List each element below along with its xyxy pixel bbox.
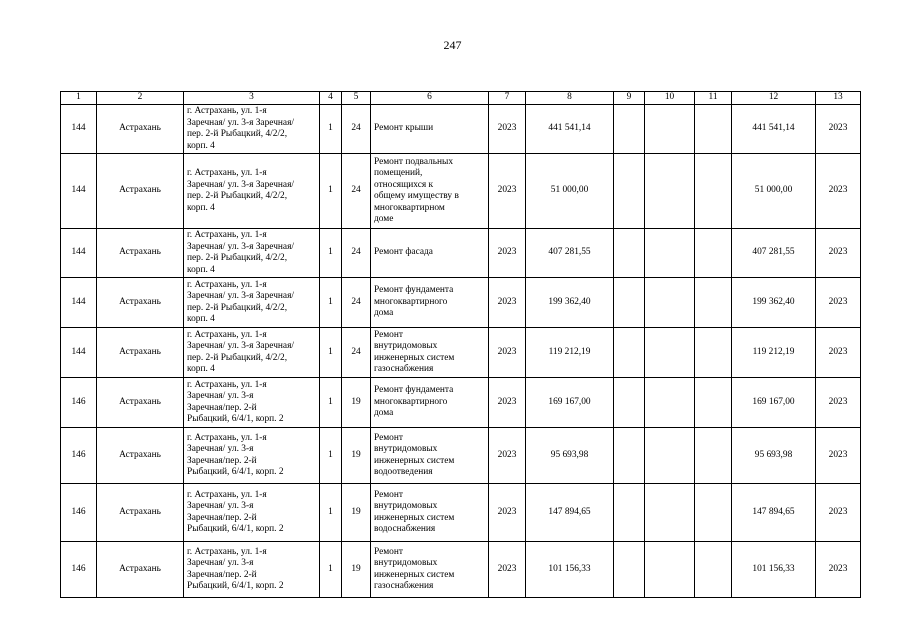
cell-total-cost: 169 167,00 xyxy=(526,378,614,428)
column-header: 11 xyxy=(695,92,732,105)
cell-work-type xyxy=(371,328,489,378)
cell-col12-cost: 169 167,00 xyxy=(732,378,816,428)
cell-work-type-line: инженерных систем xyxy=(374,569,455,580)
cell-address-line: пер. 2-й Рыбацкий, 4/2/2, xyxy=(187,253,288,263)
cell-col11 xyxy=(695,484,732,542)
cell-col10 xyxy=(645,278,695,328)
cell-address-line: г. Астрахань, ул. 1-я xyxy=(187,168,267,178)
cell-work-type-line: Ремонт фундамента xyxy=(374,385,454,396)
cell-total-cost: 95 693,98 xyxy=(526,428,614,484)
cell-work-type-line: помещений, xyxy=(374,168,423,178)
cell-address xyxy=(184,484,320,542)
cell-address-line: Заречная/ ул. 3-я xyxy=(187,558,254,568)
cell-year: 2023 xyxy=(489,278,526,328)
cell-address-line: Заречная/ ул. 3-я xyxy=(187,391,254,401)
cell-number: 144 xyxy=(61,229,97,278)
page-number: 247 xyxy=(443,38,462,52)
cell-number: 144 xyxy=(61,278,97,328)
cell-address-line: пер. 2-й Рыбацкий, 4/2/2, xyxy=(187,302,288,313)
cell-city: Астрахань xyxy=(97,542,184,598)
cell-col10 xyxy=(645,428,695,484)
cell-work-type-line: внутридомовых xyxy=(374,341,438,351)
cell-address-line: г. Астрахань, ул. 1-я xyxy=(187,329,267,340)
cell-number: 144 xyxy=(61,328,97,378)
cell-work-type-line: дома xyxy=(374,408,394,419)
cell-address-line: корп. 4 xyxy=(187,202,215,213)
cell-col13-year: 2023 xyxy=(816,542,861,598)
cell-col10 xyxy=(645,229,695,278)
header-row xyxy=(61,92,861,105)
cell-city: Астрахань xyxy=(97,229,184,278)
cell-col5: 19 xyxy=(342,484,371,542)
cell-col5: 19 xyxy=(342,428,371,484)
cell-col11 xyxy=(695,428,732,484)
cell-city: Астрахань xyxy=(97,378,184,428)
cell-total-cost: 119 212,19 xyxy=(526,328,614,378)
cell-work-type-line: газоснабжения xyxy=(374,364,434,374)
table-row xyxy=(61,278,861,328)
cell-col11 xyxy=(695,378,732,428)
cell-col5: 19 xyxy=(342,378,371,428)
cell-year: 2023 xyxy=(489,542,526,598)
cell-address-line: г. Астрахань, ул. 1-я xyxy=(187,379,267,390)
cell-address-line: корп. 4 xyxy=(187,364,215,374)
cell-total-cost: 441 541,14 xyxy=(526,105,614,154)
cell-col4: 1 xyxy=(320,229,342,278)
cell-col5: 24 xyxy=(342,154,371,229)
cell-col9 xyxy=(614,154,645,229)
cell-address-line: Заречная/пер. 2-й xyxy=(187,512,257,523)
cell-work-type-line: общему имуществу в xyxy=(374,191,459,201)
cell-work-type-line: инженерных систем xyxy=(374,512,455,523)
cell-col5: 24 xyxy=(342,328,371,378)
cell-address-line: Заречная/ ул. 3-я xyxy=(187,444,254,454)
cell-city: Астрахань xyxy=(97,154,184,229)
cell-work-type xyxy=(371,542,489,598)
cell-col10 xyxy=(645,484,695,542)
cell-year: 2023 xyxy=(489,105,526,154)
cell-col11 xyxy=(695,154,732,229)
cell-year: 2023 xyxy=(489,428,526,484)
cell-col12-cost: 95 693,98 xyxy=(732,428,816,484)
cell-address-line: пер. 2-й Рыбацкий, 4/2/2, xyxy=(187,129,288,139)
cell-col12-cost: 101 156,33 xyxy=(732,542,816,598)
cell-address-line: Заречная/пер. 2-й xyxy=(187,455,257,466)
cell-col9 xyxy=(614,542,645,598)
cell-year: 2023 xyxy=(489,484,526,542)
cell-total-cost: 51 000,00 xyxy=(526,154,614,229)
column-header: 6 xyxy=(371,92,489,105)
cell-work-type-line: доме xyxy=(374,214,394,224)
cell-work-type-line: относящихся к xyxy=(374,179,434,190)
cell-work-type-line: водоснабжения xyxy=(374,524,436,534)
cell-address-line: корп. 4 xyxy=(187,140,215,151)
cell-address-line: корп. 4 xyxy=(187,314,215,324)
cell-work-type-line: многоквартирного xyxy=(374,296,448,307)
cell-work-type xyxy=(371,154,489,229)
cell-address-line: Заречная/пер. 2-й xyxy=(187,569,257,580)
cell-col13-year: 2023 xyxy=(816,328,861,378)
cell-address-line: Рыбацкий, 6/4/1, корп. 2 xyxy=(187,581,284,591)
column-header: 7 xyxy=(489,92,526,105)
cell-col9 xyxy=(614,484,645,542)
cell-col11 xyxy=(695,229,732,278)
table-row xyxy=(61,105,861,154)
column-header: 2 xyxy=(97,92,184,105)
cell-address-line: Рыбацкий, 6/4/1, корп. 2 xyxy=(187,467,284,477)
cell-work-type-line: многоквартирного xyxy=(374,396,448,407)
cell-col4: 1 xyxy=(320,542,342,598)
cell-address-line: Заречная/ ул. 3-я Заречная/ xyxy=(187,241,295,252)
column-header: 10 xyxy=(645,92,695,105)
cell-number: 146 xyxy=(61,484,97,542)
cell-work-type-line: многоквартирном xyxy=(374,202,445,213)
cell-work-type xyxy=(371,428,489,484)
cell-address-line: г. Астрахань, ул. 1-я xyxy=(187,230,267,240)
cell-work-type-line: внутридомовых xyxy=(374,558,438,568)
cell-work-type xyxy=(371,484,489,542)
cell-work-type-line: Ремонт xyxy=(374,546,403,557)
cell-work-type-line: инженерных систем xyxy=(374,352,455,363)
cell-address xyxy=(184,378,320,428)
cell-col4: 1 xyxy=(320,278,342,328)
cell-col11 xyxy=(695,542,732,598)
cell-col5: 24 xyxy=(342,105,371,154)
cell-number: 146 xyxy=(61,428,97,484)
column-header: 5 xyxy=(342,92,371,105)
cell-col5: 24 xyxy=(342,229,371,278)
cell-work-type-line: дома xyxy=(374,308,394,319)
cell-col12-cost: 199 362,40 xyxy=(732,278,816,328)
cell-address-line: пер. 2-й Рыбацкий, 4/2/2, xyxy=(187,191,288,201)
cell-address-line: Заречная/ ул. 3-я Заречная/ xyxy=(187,291,295,301)
table-row xyxy=(61,542,861,598)
cell-address-line: г. Астрахань, ул. 1-я xyxy=(187,432,267,443)
cell-col13-year: 2023 xyxy=(816,428,861,484)
cell-address-line: г. Астрахань, ул. 1-я xyxy=(187,546,267,557)
cell-col12-cost: 119 212,19 xyxy=(732,328,816,378)
cell-address xyxy=(184,428,320,484)
cell-address xyxy=(184,278,320,328)
column-header: 13 xyxy=(816,92,861,105)
column-header: 4 xyxy=(320,92,342,105)
cell-address xyxy=(184,154,320,229)
cell-work-type-line: Ремонт xyxy=(374,329,403,340)
cell-city: Астрахань xyxy=(97,328,184,378)
cell-address-line: пер. 2-й Рыбацкий, 4/2/2, xyxy=(187,352,288,363)
cell-col11 xyxy=(695,328,732,378)
cell-city: Астрахань xyxy=(97,428,184,484)
cell-work-type xyxy=(371,229,489,278)
cell-number: 146 xyxy=(61,542,97,598)
cell-col13-year: 2023 xyxy=(816,105,861,154)
cell-work-type-line: внутридомовых xyxy=(374,501,438,511)
column-header: 8 xyxy=(526,92,614,105)
cell-col10 xyxy=(645,542,695,598)
cell-col11 xyxy=(695,105,732,154)
table-row xyxy=(61,378,861,428)
cell-address-line: Заречная/ ул. 3-я Заречная/ xyxy=(187,179,295,190)
cell-col10 xyxy=(645,105,695,154)
cell-work-type-line: газоснабжения xyxy=(374,581,434,591)
table-row xyxy=(61,484,861,542)
cell-col12-cost: 51 000,00 xyxy=(732,154,816,229)
column-header: 1 xyxy=(61,92,97,105)
cell-col13-year: 2023 xyxy=(816,484,861,542)
cell-col13-year: 2023 xyxy=(816,278,861,328)
cell-col13-year: 2023 xyxy=(816,378,861,428)
cell-col12-cost: 441 541,14 xyxy=(732,105,816,154)
cell-address-line: Заречная/ ул. 3-я Заречная/ xyxy=(187,341,295,351)
cell-col9 xyxy=(614,328,645,378)
cell-work-type-line: Ремонт крыши xyxy=(374,123,434,134)
cell-col4: 1 xyxy=(320,105,342,154)
cell-address xyxy=(184,328,320,378)
cell-col9 xyxy=(614,378,645,428)
cell-work-type xyxy=(371,378,489,428)
cell-address-line: корп. 4 xyxy=(187,264,215,275)
table-row xyxy=(61,428,861,484)
cell-address-line: Рыбацкий, 6/4/1, корп. 2 xyxy=(187,524,284,534)
cell-work-type-line: Ремонт xyxy=(374,432,403,443)
cell-total-cost: 407 281,55 xyxy=(526,229,614,278)
cell-city: Астрахань xyxy=(97,278,184,328)
cell-address xyxy=(184,229,320,278)
cell-year: 2023 xyxy=(489,328,526,378)
cell-col13-year: 2023 xyxy=(816,154,861,229)
column-header: 3 xyxy=(184,92,320,105)
cell-address-line: Заречная/ ул. 3-я xyxy=(187,501,254,511)
cell-work-type-line: инженерных систем xyxy=(374,455,455,466)
cell-col9 xyxy=(614,229,645,278)
cell-col5: 24 xyxy=(342,278,371,328)
cell-work-type-line: Ремонт xyxy=(374,489,403,500)
cell-work-type xyxy=(371,278,489,328)
table-row xyxy=(61,154,861,229)
cell-total-cost: 101 156,33 xyxy=(526,542,614,598)
cell-address-line: г. Астрахань, ул. 1-я xyxy=(187,106,267,116)
cell-city: Астрахань xyxy=(97,105,184,154)
cell-col4: 1 xyxy=(320,378,342,428)
cell-col9 xyxy=(614,105,645,154)
cell-year: 2023 xyxy=(489,154,526,229)
cell-col4: 1 xyxy=(320,484,342,542)
cell-work-type-line: Ремонт фундамента xyxy=(374,285,454,296)
cell-col10 xyxy=(645,154,695,229)
cell-year: 2023 xyxy=(489,229,526,278)
cell-col9 xyxy=(614,428,645,484)
table-row xyxy=(61,328,861,378)
cell-col9 xyxy=(614,278,645,328)
cell-work-type-line: Ремонт фасада xyxy=(374,247,433,258)
column-header: 9 xyxy=(614,92,645,105)
cell-year: 2023 xyxy=(489,378,526,428)
cell-col12-cost: 407 281,55 xyxy=(732,229,816,278)
cell-col4: 1 xyxy=(320,428,342,484)
cell-number: 144 xyxy=(61,154,97,229)
cell-work-type-line: водоотведения xyxy=(374,467,433,477)
cell-city: Астрахань xyxy=(97,484,184,542)
capital-repair-table xyxy=(60,91,861,598)
cell-col11 xyxy=(695,278,732,328)
cell-col4: 1 xyxy=(320,154,342,229)
cell-col4: 1 xyxy=(320,328,342,378)
cell-total-cost: 199 362,40 xyxy=(526,278,614,328)
cell-address-line: г. Астрахань, ул. 1-я xyxy=(187,279,267,290)
cell-col5: 19 xyxy=(342,542,371,598)
cell-address xyxy=(184,105,320,154)
cell-col10 xyxy=(645,378,695,428)
cell-address-line: Рыбацкий, 6/4/1, корп. 2 xyxy=(187,414,284,424)
cell-work-type-line: Ремонт подвальных xyxy=(374,156,454,167)
cell-number: 144 xyxy=(61,105,97,154)
cell-number: 146 xyxy=(61,378,97,428)
cell-col12-cost: 147 894,65 xyxy=(732,484,816,542)
cell-address xyxy=(184,542,320,598)
cell-total-cost: 147 894,65 xyxy=(526,484,614,542)
table-row xyxy=(61,229,861,278)
cell-address-line: г. Астрахань, ул. 1-я xyxy=(187,489,267,500)
cell-col10 xyxy=(645,328,695,378)
column-header: 12 xyxy=(732,92,816,105)
cell-address-line: Заречная/ ул. 3-я Заречная/ xyxy=(187,117,295,128)
cell-col13-year: 2023 xyxy=(816,229,861,278)
cell-work-type-line: внутридомовых xyxy=(374,444,438,454)
cell-work-type xyxy=(371,105,489,154)
cell-address-line: Заречная/пер. 2-й xyxy=(187,402,257,413)
